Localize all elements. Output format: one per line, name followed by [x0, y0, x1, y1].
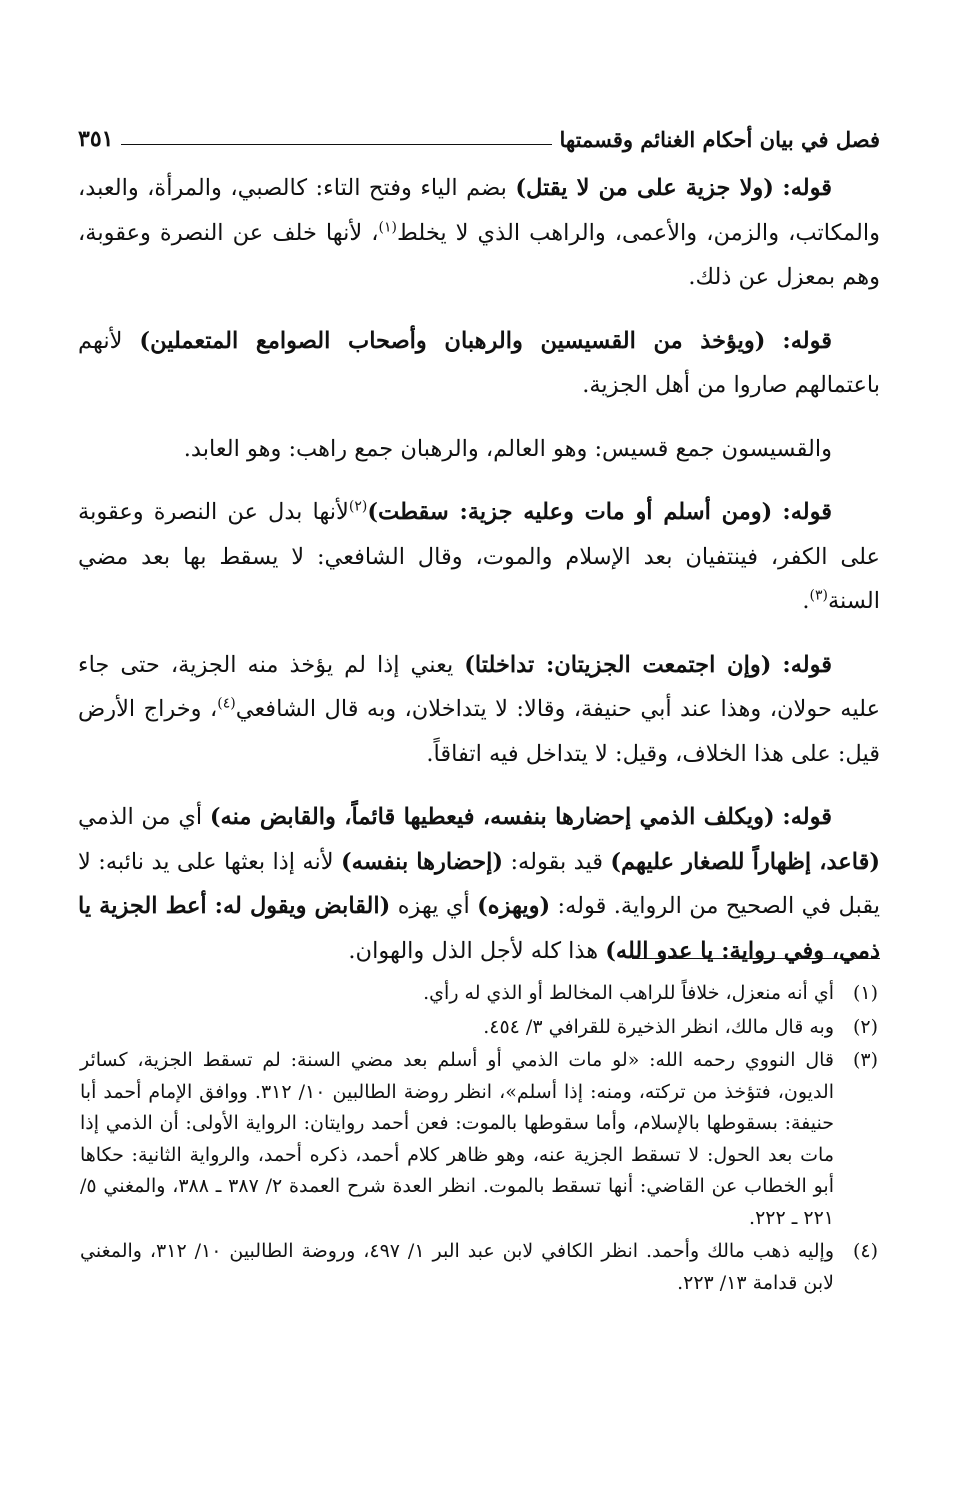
- commentary-text: أي من الذمي: [78, 804, 203, 830]
- quoted-text: (القابض ويقول له: أعط الجزية يا ذمي، وفي رواية: يا عدو الله): [78, 893, 880, 964]
- paragraph-6: [78, 795, 880, 973]
- quoted-text: (ويؤخذ من القسيسين والرهبان وأصحاب الصوامع المتعملين): [139, 327, 766, 354]
- paragraph-label: قوله:: [782, 651, 833, 678]
- main-text: [78, 166, 880, 992]
- footnotes: [80, 978, 878, 1301]
- footnote-ref[interactable]: (٢): [348, 498, 368, 515]
- footnote-number: (٢): [852, 1015, 878, 1038]
- commentary-text: هذا كله لأجل الذل والهوان.: [348, 937, 599, 964]
- paragraph-5: [78, 643, 880, 777]
- commentary-text: يعني إذا لم يؤخذ منه الجزية، حتى جاء عليه حولان، وهذا عند أبي حنيفة، وقالا: لا يتداخلان، وبه قال الشافعي: [78, 651, 880, 722]
- commentary-text: ، وخراج الأرض قيل: على هذا الخلاف، وقيل: لا يتداخل فيه اتفاقاً.: [78, 696, 880, 767]
- footnote-text: وبه قال مالك، انظر الذخيرة للقرافي ٣/ ٤٥٤.: [483, 1015, 834, 1038]
- quoted-text: (ويكلف الذمي إحضارها بنفسه، فيعطيها قائماً، والقابض منه): [209, 804, 775, 830]
- commentary-text: ، لأنها خلف عن النصرة وعقوبة، وهم بمعزل عن ذلك.: [78, 219, 880, 290]
- running-header: [78, 112, 880, 152]
- footnote-ref[interactable]: (٣): [809, 587, 828, 604]
- paragraph-label: قوله:: [782, 499, 833, 525]
- commentary-text: لأنه إذا بعثها على يد نائبه: لا يقبل في الصحيح من الرواية. قوله:: [78, 848, 880, 919]
- quoted-text: (قاعد، إظهاراً للصغار عليهم): [610, 848, 880, 875]
- footnote-number: (٤): [852, 1240, 878, 1262]
- commentary-text: قيد بقوله:: [510, 848, 603, 875]
- footnote-separator: [632, 958, 880, 959]
- paragraph-2: [78, 319, 880, 408]
- paragraph-label: قوله:: [782, 804, 833, 830]
- commentary-text: لأنها بدل عن النصرة وعقوبة على الكفر، فينتفيان بعد الإسلام والموت، وقال الشافعي: لا يسقط بها بعد مضي السنة: [78, 499, 880, 614]
- footnote-item: [80, 1045, 878, 1234]
- commentary-text: بضم الياء وفتح التاء: كالصبي، والمرأة، والعبد، والمكاتب، والزمن، والأعمى، والراهب الذي لا يخلط: [78, 175, 880, 246]
- footnote-number: (١): [852, 982, 878, 1004]
- paragraph-3: [78, 427, 880, 472]
- footnote-ref[interactable]: (٤): [217, 695, 236, 712]
- commentary-text: والقسيسون جمع قسيس: وهو العالم، والرهبان جمع راهب: وهو العابد.: [183, 435, 832, 462]
- footnote-text: وإليه ذهب مالك وأحمد. انظر الكافي لابن عبد البر ١/ ٤٩٧، وروضة الطالبين ١٠/ ٣١٢، والمغني لابن قدامة ١٣/ ٢٢٣.: [80, 1240, 834, 1294]
- quoted-text: (ومن أسلم أو مات وعليه جزية: سقطت): [367, 499, 773, 525]
- commentary-text: لأنهم باعتمالهم صاروا من أهل الجزية.: [78, 327, 880, 398]
- footnote-item: [80, 1236, 878, 1299]
- quoted-text: (إحضارها بنفسه): [341, 848, 504, 875]
- page-number: ٣٥١: [78, 126, 114, 152]
- paragraph-label: قوله:: [782, 175, 833, 201]
- footnote-item: [80, 978, 878, 1010]
- footnote-text: أي أنه منعزل، خلافاً للراهب المخالط أو الذي له رأي.: [423, 982, 834, 1004]
- quoted-text: (وإن اجتمعت الجزيتان: تداخلتا): [464, 651, 772, 678]
- paragraph-label: قوله:: [782, 327, 832, 354]
- commentary-text: .: [802, 588, 810, 614]
- quoted-text: (ويهزه): [477, 893, 551, 919]
- footnote-number: (٣): [852, 1049, 878, 1071]
- footnote-ref[interactable]: (١): [378, 219, 398, 235]
- commentary-text: أي يهزه: [397, 893, 470, 919]
- paragraph-1: [78, 166, 880, 300]
- paragraph-4: [78, 490, 880, 624]
- footnote-text: قال النووي رحمه الله: «لو مات الذمي أو أسلم بعد مضي السنة: لم تسقط الجزية، كسائر الديون، فتؤخذ من تركته، ومنه: إذا أسلم»، انظر روضة الطالبين ١٠/ ٣١٢. ووافق الإمام أحمد أبا حنيفة: بسقوطها بالإسلام، وأما سقوطها بالموت: فعن أحمد روايتان: الرواية الأولى: أن الذمي إذا مات بعد الحول: لا تسقط الجزية عنه، وهو ظاهر كلام أحمد، ذكره أحمد، والرواية الثانية: حكاها أبو الخطاب عن القاضي: أنها تسقط بالموت. انظر العدة شرح العمدة ٢/ ٣٨٧ ـ ٣٨٨، والمغني ٥/ ٢٢١ ـ ٢٢٢.: [80, 1049, 835, 1229]
- chapter-title: فصل في بيان أحكام الغنائم وقسمتها: [559, 127, 880, 152]
- header-rule: [121, 144, 551, 145]
- quoted-text: (ولا جزية على من لا يقتل): [515, 175, 774, 201]
- footnote-item: [80, 1012, 878, 1044]
